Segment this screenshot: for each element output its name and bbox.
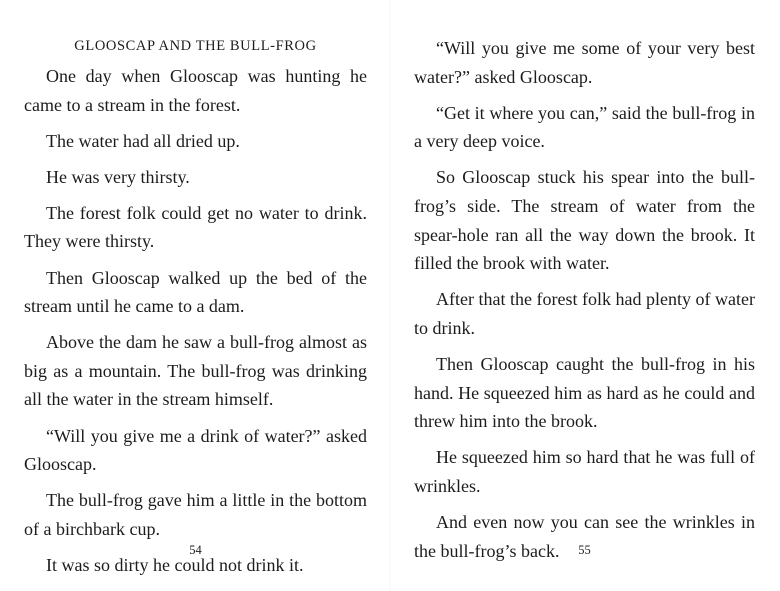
paragraph: It was so dirty he could not drink it.	[46, 554, 304, 575]
paragraph: He squeezed him so hard that he was full of wrinkles.	[414, 447, 755, 496]
paragraph: He was very thirsty.	[46, 166, 190, 187]
paragraph: The forest folk could get no water to drink. They were thirsty.	[24, 202, 367, 252]
paragraph: After that the forest folk had plenty of water to drink.	[414, 289, 755, 338]
paragraph: “Will you give me some of your very best water?” asked Glooscap.	[414, 38, 755, 87]
paragraph: Then Glooscap walked up the bed of the stream until he came to a dam.	[24, 267, 367, 317]
paragraph: One day when Glooscap was hunting he came to a stream in the forest.	[24, 66, 367, 115]
right-page-body	[414, 34, 755, 573]
running-header: GLOOSCAP AND THE BULL-FROG	[74, 38, 317, 54]
page-number: 54	[189, 543, 202, 557]
paragraph: So Glooscap stuck his spear into the bull-frog’s side. The stream of water from the spear-hole ran all the way down the brook. It filled the brook with water.	[414, 167, 755, 274]
left-page	[24, 0, 367, 591]
paragraph: Then Glooscap caught the bull-frog in his hand. He squeezed him as hard as he could and threw him into the brook.	[414, 353, 755, 432]
paragraph: “Get it where you can,” said the bull-frog in a very deep voice.	[414, 102, 755, 152]
paragraph: And even now you can see the wrinkles in the bull-frog’s back.	[414, 511, 755, 561]
paragraph: The bull-frog gave him a little in the bottom of a birchbark cup.	[24, 490, 367, 539]
page-number: 55	[578, 543, 591, 557]
left-page-body	[24, 62, 367, 587]
paragraph: “Will you give me a drink of water?” asked Glooscap.	[24, 425, 367, 475]
book-gutter	[389, 0, 391, 591]
paragraph: The water had all dried up.	[46, 130, 240, 151]
right-page	[414, 0, 755, 591]
paragraph: Above the dam he saw a bull-frog almost as big as a mountain. The bull-frog was drinking all the water in the stream himself.	[24, 332, 367, 410]
